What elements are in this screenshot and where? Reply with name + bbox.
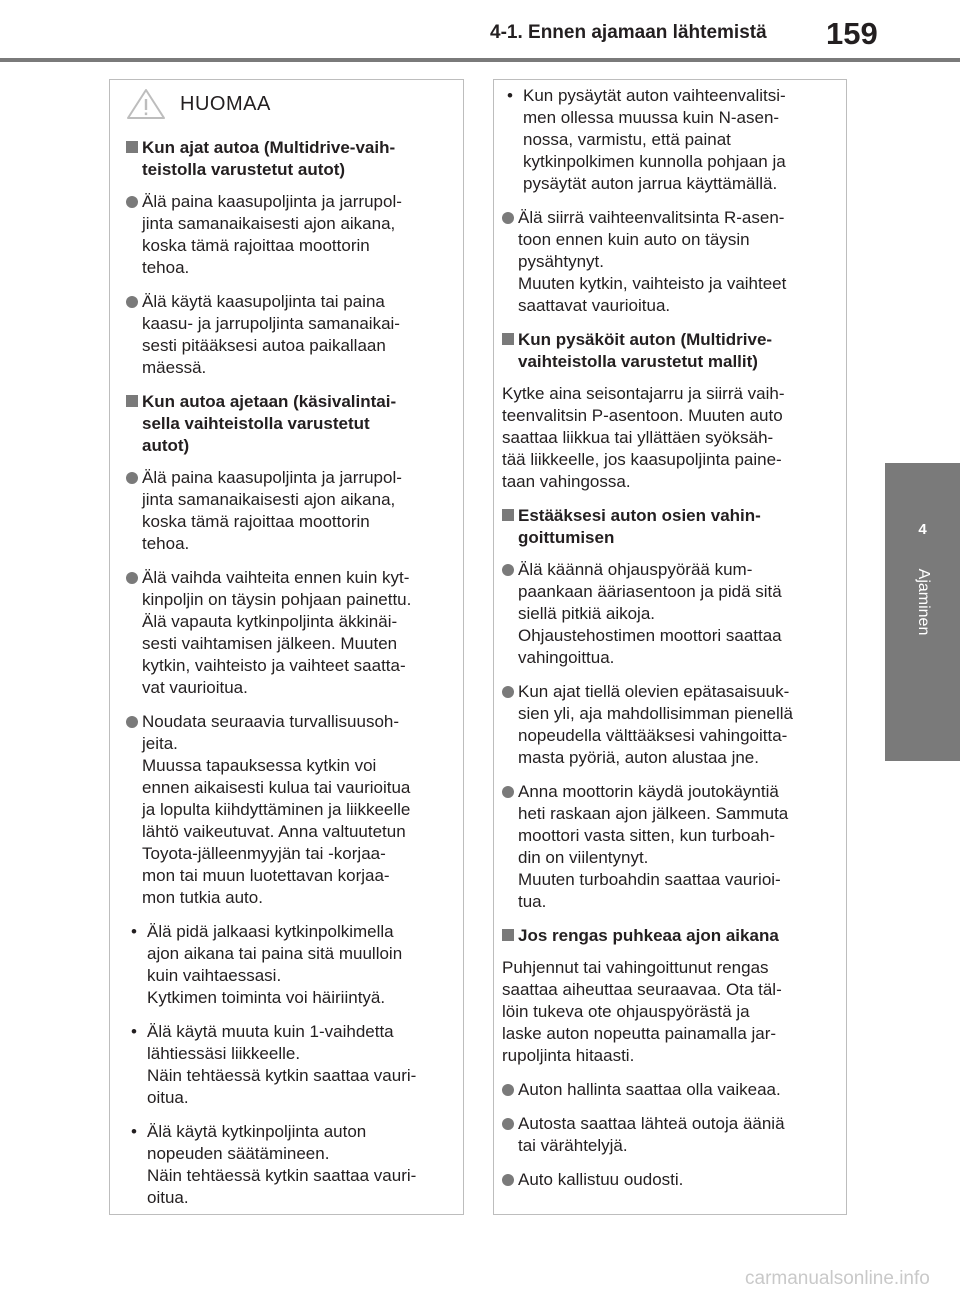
text-line: Kun ajat tiellä olevien epätasaisuuk- [518,682,790,701]
bullet-item [502,559,834,669]
square-bullet-icon [502,509,514,521]
text-line: Estääksesi auton osien vahin- [518,506,761,525]
text-line: kytkin, vaihteisto ja vaihteet saatta- [142,656,406,675]
text-line: pysähtynyt. [518,252,604,271]
round-bullet-icon [502,564,514,576]
text-line: mon tutkia auto. [142,888,263,907]
section-heading [126,137,451,181]
text-line: rupoljinta hitaasti. [502,1046,635,1065]
bullet-item [502,1079,834,1101]
notice-right-content [502,80,834,1191]
round-bullet-icon [502,1084,514,1096]
text-line: lähtiessäsi liikkeelle. [147,1044,301,1063]
section-heading [502,925,834,947]
notice-left-content [126,80,451,1209]
text-line: men ollessa muussa kuin N-asen- [523,108,780,127]
bullet-item [502,781,834,913]
text-line: sesti pitääksesi autoa paikallaan [142,336,386,355]
text-line: tehoa. [142,534,190,553]
text-line: din on viilentynyt. [518,848,649,867]
sub-item [126,921,451,1009]
text-line: vahingoittua. [518,648,615,667]
text-line: ja lopulta kiihdyttäminen ja liikkeelle [142,800,411,819]
watermark: carmanualsonline.info [745,1268,930,1289]
text-line: tää liikkeelle, jos kaasupoljinta paine- [502,450,782,469]
round-bullet-icon [502,1174,514,1186]
paragraph [502,957,834,1067]
round-bullet-icon [126,572,138,584]
text-line: ajon aikana tai paina sitä muulloin [147,944,403,963]
header-divider [0,58,960,62]
text-line: paankaan ääriasentoon ja pidä sitä [518,582,782,601]
text-line: Noudata seuraavia turvallisuusoh- [142,712,400,731]
text-line: Auto kallistuu oudosti. [518,1170,684,1189]
text-line: Älä pidä jalkaasi kytkinpolkimella [147,922,394,941]
round-bullet-icon [502,1118,514,1130]
text-line: Älä käytä kytkinpoljinta auton [147,1122,367,1141]
small-bullet-icon: • [131,1122,137,1141]
text-line: Ohjaustehostimen moottori saattaa [518,626,782,645]
page-number: 159 [826,16,878,51]
square-bullet-icon [502,929,514,941]
text-line: koska tämä rajoittaa moottorin [142,512,370,531]
text-line: vat vaurioitua. [142,678,248,697]
text-line: kytkinpolkimen kunnolla pohjaan ja [523,152,786,171]
text-line: jinta samanaikaisesti ajon aikana, [142,214,396,233]
text-line: Näin tehtäessä kytkin saattaa vauri- [147,1166,417,1185]
bullet-item [126,711,451,909]
square-bullet-icon [126,141,138,153]
text-line: Näin tehtäessä kytkin saattaa vauri- [147,1066,417,1085]
text-line: sella vaihteistolla varustetut [142,414,370,433]
bullet-item [126,567,451,699]
text-line: Kytke aina seisontajarru ja siirrä vaih- [502,384,785,403]
round-bullet-icon [126,196,138,208]
text-line: kuin vaihtaessasi. [147,966,282,985]
text-line: jinta samanaikaisesti ajon aikana, [142,490,396,509]
chapter-side-tab [885,463,960,761]
text-line: teistolla varustetut autot) [142,160,346,179]
small-bullet-icon: • [131,922,137,941]
round-bullet-icon [126,296,138,308]
text-line: heti raskaan ajon jälkeen. Sammuta [518,804,789,823]
text-line: Älä käännä ohjauspyörää kum- [518,560,753,579]
text-line: autot) [142,436,190,455]
bullet-item [502,681,834,769]
chapter-number: 4 [918,521,927,538]
text-line: Kun pysäytät auton vaihteenvalitsi- [523,86,786,105]
text-line: sesti vaihtamisen jälkeen. Muuten [142,634,398,653]
text-line: Muuten kytkin, vaihteisto ja vaihteet [518,274,787,293]
text-line: Puhjennut tai vahingoittunut rengas [502,958,769,977]
text-line: Muussa tapauksessa kytkin voi [142,756,377,775]
text-line: mäessä. [142,358,207,377]
text-line: taan vahingossa. [502,472,631,491]
text-line: saattavat vaurioitua. [518,296,671,315]
sub-item [502,85,834,195]
text-line: Älä käytä muuta kuin 1-vaihdetta [147,1022,394,1041]
text-line: koska tämä rajoittaa moottorin [142,236,370,255]
text-line: masta pyöriä, auton alustaa jne. [518,748,759,767]
text-line: Älä käytä kaasupoljinta tai paina [142,292,385,311]
text-line: nossa, varmistu, että painat [523,130,731,149]
small-bullet-icon: • [507,86,513,105]
bullet-item [126,191,451,279]
text-line: saattaa liikkua tai yllättäen syöksäh- [502,428,774,447]
text-line: sien yli, aja mahdollisimman pienellä [518,704,793,723]
text-line: Kun ajat autoa (Multidrive-vaih- [142,138,396,157]
text-line: oitua. [147,1088,189,1107]
text-line: Kun autoa ajetaan (käsivalintai- [142,392,397,411]
round-bullet-icon [502,212,514,224]
text-line: Jos rengas puhkeaa ajon aikana [518,926,779,945]
section-heading [502,329,834,373]
text-line: Älä siirrä vaihteenvalitsinta R-asen- [518,208,785,227]
text-line: siellä pitkiä aikoja. [518,604,656,623]
round-bullet-icon [126,472,138,484]
text-line: teenvalitsin P-asentoon. Muuten auto [502,406,783,425]
text-line: Toyota-jälleenmyyjän tai -korjaa- [142,844,386,863]
text-line: vaihteistolla varustetut mallit) [518,352,758,371]
round-bullet-icon [502,686,514,698]
chapter-label: Ajaminen [914,568,932,636]
text-line: kinpoljin on täysin pohjaan painettu. [142,590,412,609]
bullet-item [502,207,834,317]
text-line: kaasu- ja jarrupoljinta samanaikai- [142,314,400,333]
section-heading [502,505,834,549]
text-line: laske auton nopeutta painamalla jar- [502,1024,777,1043]
text-line: oitua. [147,1188,189,1207]
text-line: ennen aikaisesti kulua tai vaurioitua [142,778,411,797]
round-bullet-icon [126,716,138,728]
round-bullet-icon [502,786,514,798]
text-line: Älä vaihda vaihteita ennen kuin kyt- [142,568,410,587]
text-line: pysäytät auton jarrua käyttämällä. [523,174,778,193]
notice-panel-continued [493,79,847,1215]
section-heading [126,391,451,457]
text-line: nopeuden säätämineen. [147,1144,330,1163]
text-line: mon tai muun luotettavan korjaa- [142,866,390,885]
notice-heading [126,88,271,120]
text-line: Kytkimen toiminta voi häiriintyä. [147,988,386,1007]
text-line: Älä vapauta kytkinpoljinta äkkinäi- [142,612,398,631]
text-line: moottori vasta sitten, kun turboah- [518,826,776,845]
text-line: goittumisen [518,528,615,547]
text-line: Anna moottorin käydä joutokäyntiä [518,782,779,801]
text-line: tai värähtelyjä. [518,1136,628,1155]
small-bullet-icon: • [131,1022,137,1041]
bullet-item [126,291,451,379]
text-line: jeita. [142,734,178,753]
text-line: Älä paina kaasupoljinta ja jarrupol- [142,468,402,487]
text-line: toon ennen kuin auto on täysin [518,230,750,249]
text-line: Kun pysäköit auton (Multidrive- [518,330,773,349]
sub-item [126,1021,451,1109]
warning-triangle-icon [126,88,166,120]
bullet-item [126,467,451,555]
bullet-item [502,1169,834,1191]
text-line: saattaa aiheuttaa seuraavaa. Ota täl- [502,980,782,999]
text-line: Autosta saattaa lähteä outoja ääniä [518,1114,785,1133]
text-line: lähtö vaikeutuvat. Anna valtuutetun [142,822,406,841]
square-bullet-icon [502,333,514,345]
bullet-item [502,1113,834,1157]
square-bullet-icon [126,395,138,407]
paragraph [502,383,834,493]
text-line: Muuten turboahdin saattaa vaurioi- [518,870,781,889]
text-line: tehoa. [142,258,190,277]
chapter-title: 4-1. Ennen ajamaan lähtemistä [490,22,767,43]
notice-title: HUOMAA [180,92,271,115]
text-line: nopeudella välttääksesi vahingoitta- [518,726,788,745]
text-line: löin tukeva ote ohjauspyörästä ja [502,1002,750,1021]
text-line: Älä paina kaasupoljinta ja jarrupol- [142,192,402,211]
text-line: tua. [518,892,547,911]
notice-panel [109,79,464,1215]
text-line: Auton hallinta saattaa olla vaikeaa. [518,1080,781,1099]
sub-item [126,1121,451,1209]
